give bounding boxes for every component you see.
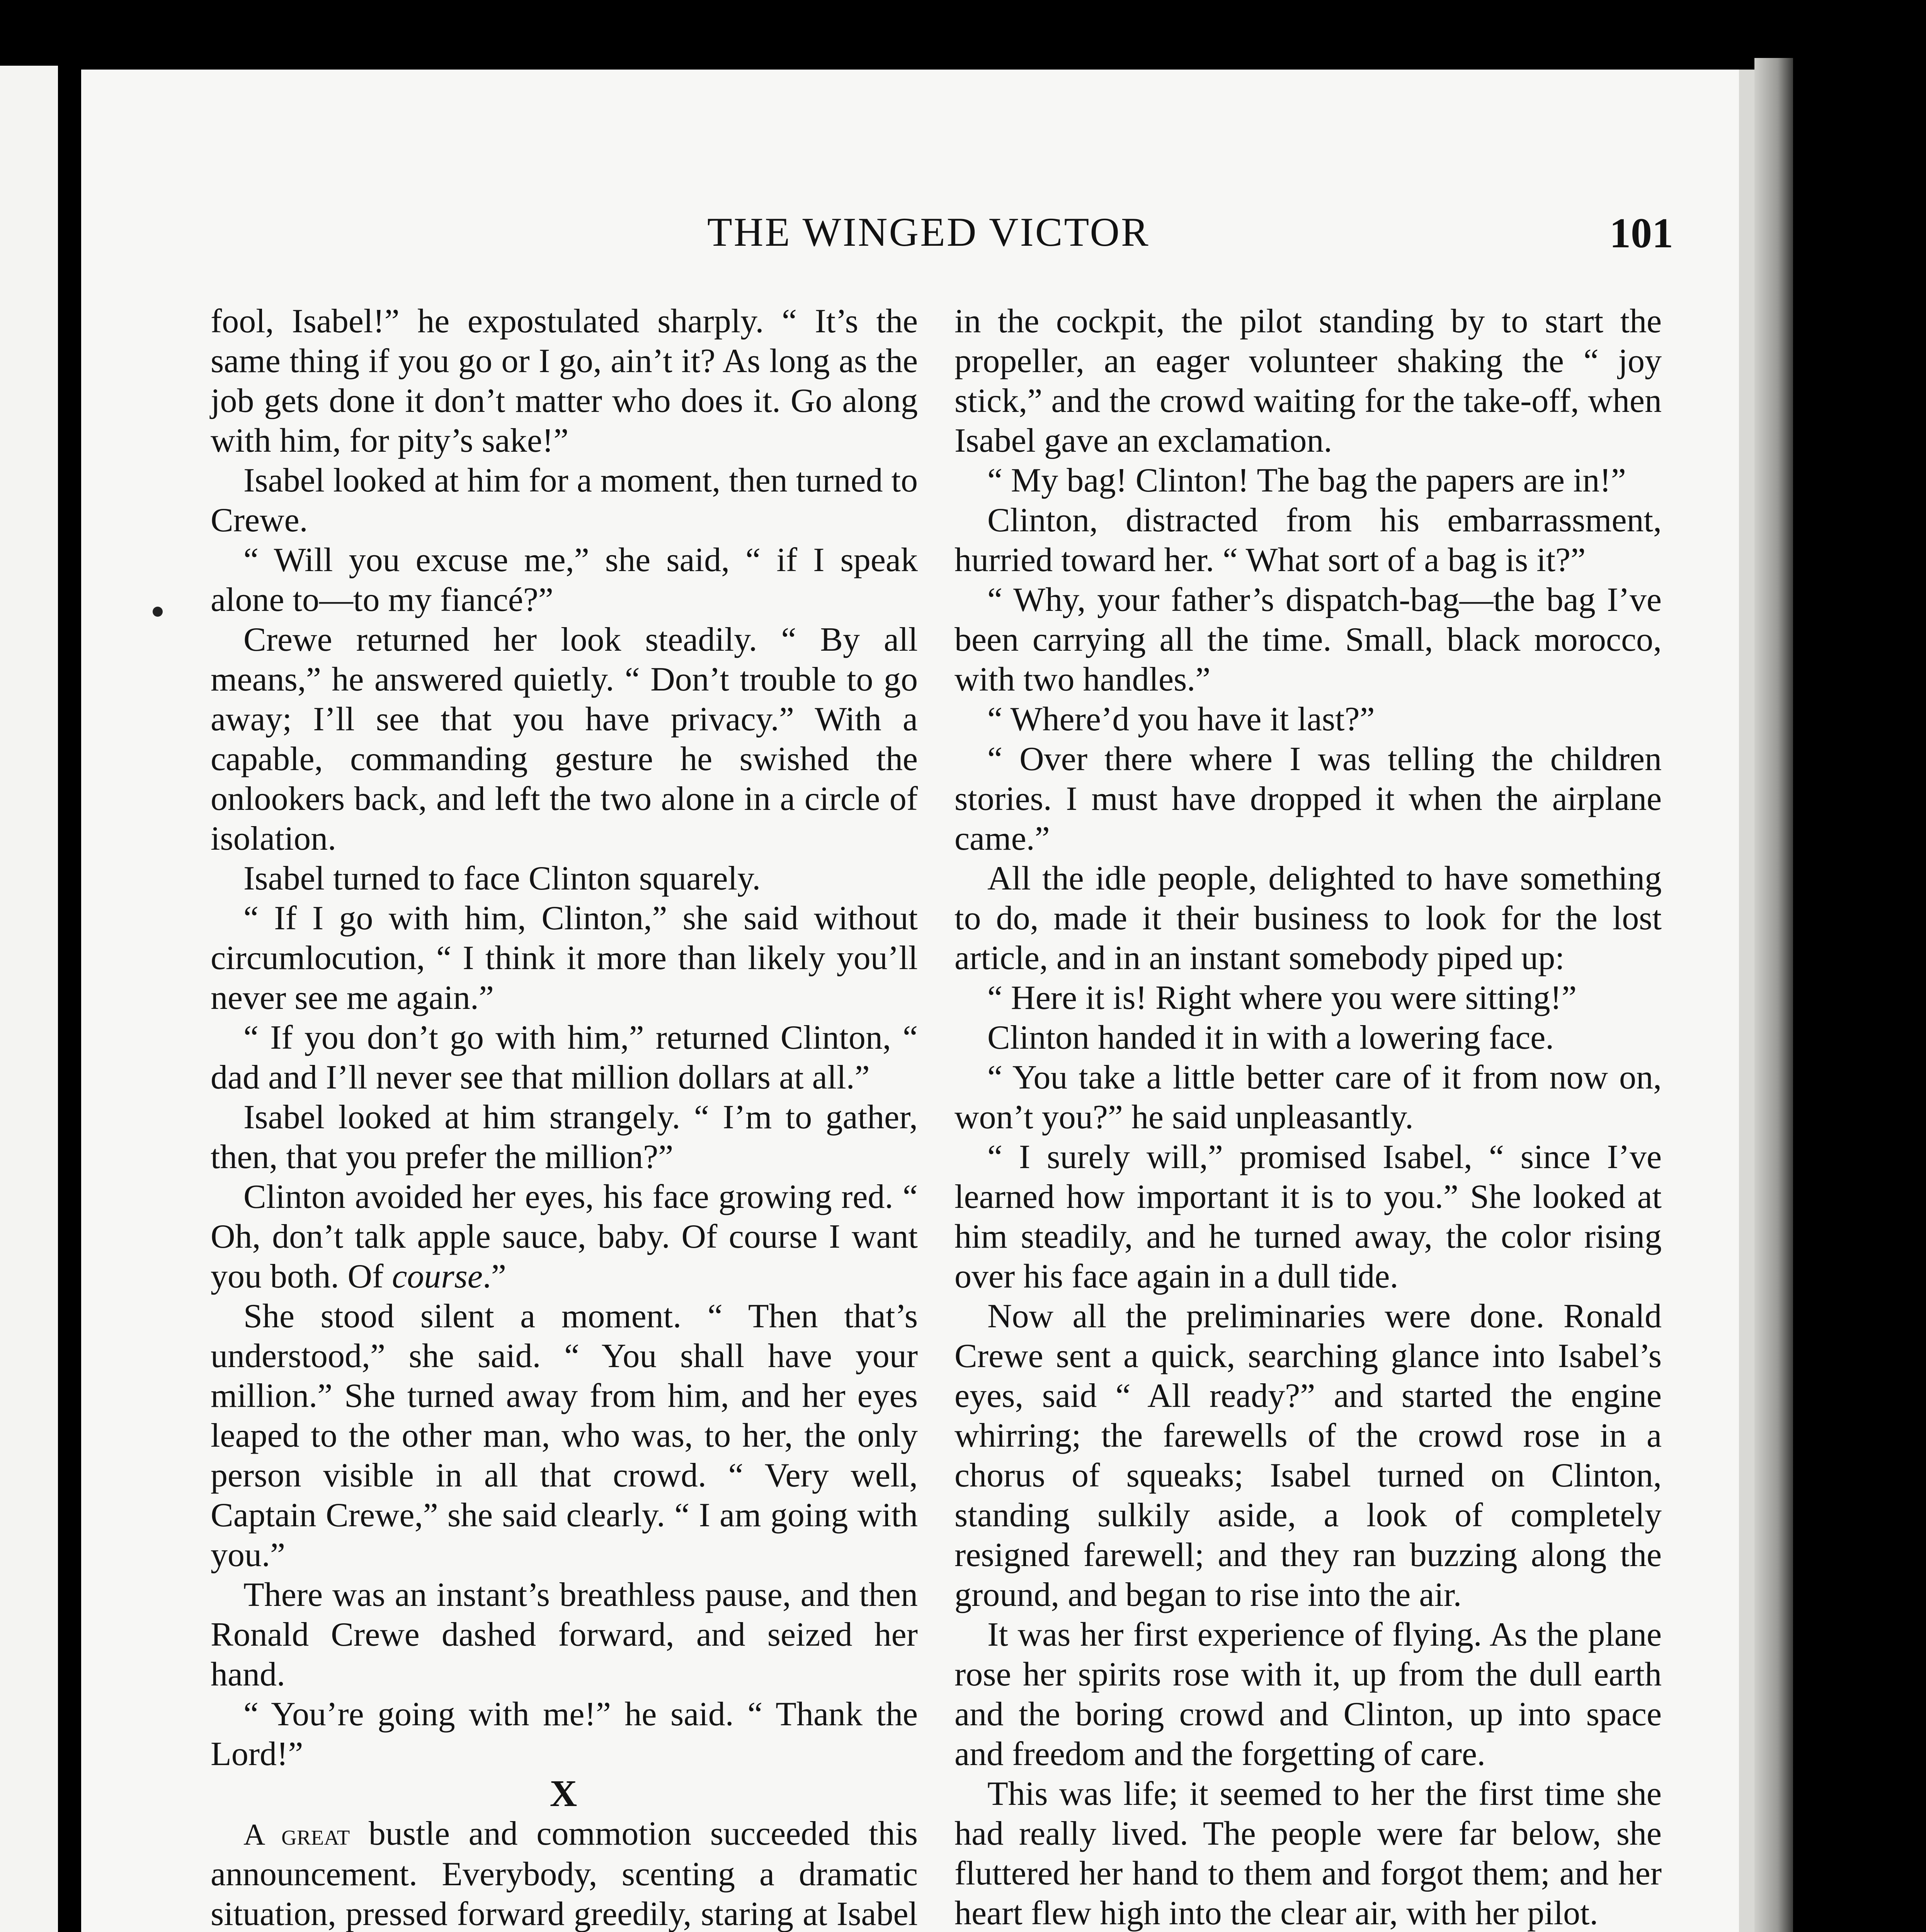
print-speck	[153, 607, 163, 617]
paragraph: “ Will you excuse me,” she said, “ if I speak alone to—to my fiancé?”	[211, 541, 918, 619]
paragraph: Clinton handed it in with a lowering face.	[987, 1019, 1554, 1056]
right-column	[954, 301, 1662, 1932]
chapter-heading: X	[550, 1773, 579, 1815]
paragraph: “ Over there where I was telling the children stories. I must have dropped it when the airplane came.”	[954, 740, 1662, 857]
paragraph: “ If I go with him, Clinton,” she said without circumlocution, “ I think it more than likely you’ll never see me again.”	[211, 900, 918, 1017]
paragraph: “ Here it is! Right where you were sitting!”	[987, 979, 1577, 1017]
italic-word: course	[392, 1258, 483, 1295]
paragraph-text: .”	[482, 1258, 506, 1295]
paragraph: “ Where’d you have it last?”	[987, 701, 1375, 738]
paragraph: There was an instant’s breathless pause, and then Ronald Crewe dashed forward, and seized her hand.	[211, 1576, 918, 1693]
paragraph: fool, Isabel!” he expostulated sharply. “ It’s the same thing if you go or I go, ain’t it? As long as the job gets done it don’t matter who does it. Go along with him, for pity’s sake!”	[211, 303, 918, 459]
chapter-opening-paragraph	[211, 1814, 918, 1932]
paragraph: “ My bag! Clinton! The bag the papers are in!”	[987, 462, 1626, 499]
small-caps-opening: A great	[243, 1818, 350, 1851]
paragraph: “ If you don’t go with him,” returned Clinton, “ dad and I’ll never see that million dollars at all.”	[211, 1019, 918, 1096]
paragraph: “ Why, your father’s dispatch-bag—the bag I’ve been carrying all the time. Small, black morocco, with two handles.”	[954, 581, 1662, 698]
paragraph: Isabel looked at him strangely. “ I’m to gather, then, that you prefer the million?”	[211, 1099, 918, 1176]
paragraph: All the idle people, delighted to have something to do, made it their business to look for the lost article, and in an instant somebody piped up:	[954, 860, 1662, 977]
paragraph: “ I surely will,” promised Isabel, “ since I’ve learned how important it is to you.” She looked at him steadily, and he turned away, the color rising over his face again in a dull tide.	[954, 1138, 1662, 1295]
paragraph: It was her first experience of flying. As the plane rose her spirits rose with it, up from the dull earth and the boring crowd and Clinton, up into space and freedom and the forgetting of care.	[954, 1616, 1662, 1773]
page-header	[135, 209, 1673, 263]
paragraph: Clinton, distracted from his embarrassment, hurried toward her. “ What sort of a bag is it?”	[954, 502, 1662, 579]
paragraph: “ You’re going with me!” he said. “ Thank the Lord!”	[211, 1696, 918, 1773]
paragraph-text: Clinton avoided her eyes, his face growing red. “ Oh, don’t talk apple sauce, baby. Of course I want you both. Of	[211, 1178, 918, 1295]
paragraph: Isabel looked at him for a moment, then turned to Crewe.	[211, 462, 918, 539]
paragraph: in the cockpit, the pilot standing by to start the propeller, an eager volunteer shaking the “ joy stick,” and the crowd waiting for the take-off, when Isabel gave an exclamation.	[954, 303, 1662, 459]
paragraph: Isabel turned to face Clinton squarely.	[243, 860, 761, 897]
paragraph: This was life; it seemed to her the first time she had really lived. The people were far below, she fluttered her hand to them and forgot them; and her heart flew high into the clear air, with her pilot.	[954, 1775, 1662, 1932]
paragraph: Now all the preliminaries were done. Ronald Crewe sent a quick, searching glance into Isabel’s eyes, said “ All ready?” and started the engine whirring; the farewells of the crowd rose in a chorus of squeaks; Isabel turned on Clinton, standing sulkily aside, a look of completely resigned farewell; and they ran buzzing along the ground, and began to rise into the air.	[954, 1298, 1662, 1614]
left-column	[211, 301, 918, 1932]
facing-page-edge	[0, 66, 58, 1932]
paragraph	[211, 1177, 918, 1296]
paragraph: “ You take a little better care of it from now on, won’t you?” he said unpleasantly.	[954, 1059, 1662, 1136]
paragraph: She stood silent a moment. “ Then that’s understood,” she said. “ You shall have your million.” She turned away from him, and her eyes leaped to the other man, who was, to her, the only person visible in all that crowd. “ Very well, Captain Crewe,” she said clearly. “ I am going with you.”	[211, 1298, 918, 1574]
page-edge-shadow	[1754, 58, 1793, 1932]
page-number: 101	[1610, 209, 1673, 257]
paragraph-text: bustle and commotion succeeded this announcement. Everybody, scenting a dramatic situation, pressed forward greedily, staring at Isabel	[211, 1815, 918, 1932]
running-head: THE WINGED VICTOR	[707, 209, 1150, 255]
paragraph: Crewe returned her look steadily. “ By all means,” he answered quietly. “ Don’t trouble to go away; I’ll see that you have privacy.” With a capable, commanding gesture he swished the onlookers back, and left the two alone in a circle of isolation.	[211, 621, 918, 857]
